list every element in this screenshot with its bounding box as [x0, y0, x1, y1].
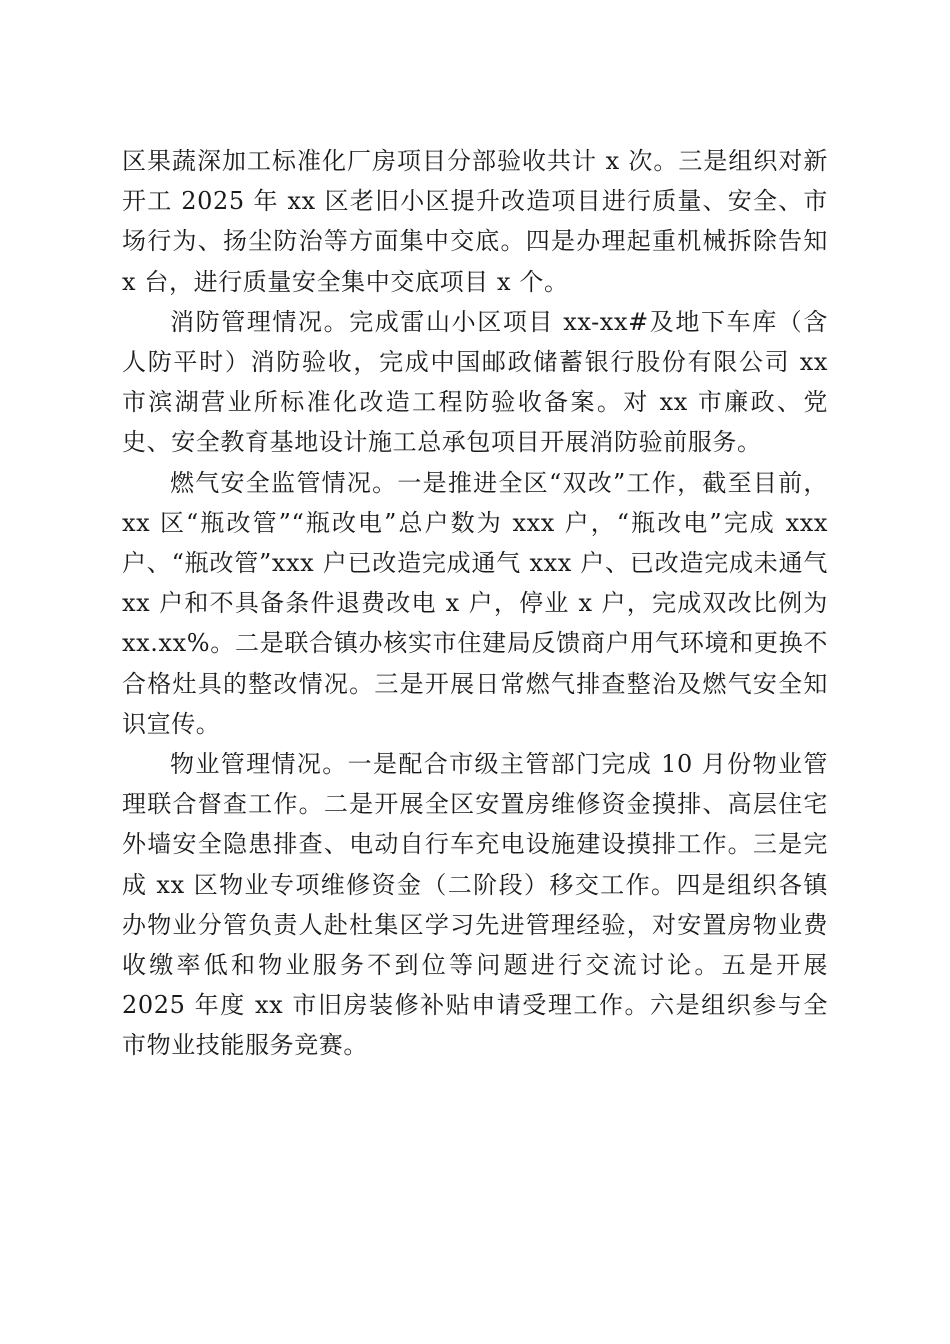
paragraph-fire-management: 消防管理情况。完成雷山小区项目 xx-xx#及地下车库（含人防平时）消防验收，完成中国邮政储蓄银行股份有限公司 xx 市滨湖营业所标准化改造工程防验收备案。对 xx 市廉政、党史、安全教育基地设计施工总承包项目开展消防验前服务。 [122, 307, 828, 457]
paragraph-property-management: 物业管理情况。一是配合市级主管部门完成 10 月份物业管理联合督查工作。二是开展全区安置房维修资金摸排、高层住宅外墙安全隐患排查、电动自行车充电设施建设摸排工作。三是完成 xx 区物业专项维修资金（二阶段）移交工作。四是组织各镇办物业分管负责人赴杜集区学习先进管理经验，对安置房物业费收缴率低和物业服务不到位等问题进行交流讨论。五是开展 2025 年度 xx 市旧房装修补贴申请受理工作。六是组织参与全市物业技能服务竞赛。 [122, 750, 828, 1060]
paragraph-continuation: 区果蔬深加工标准化厂房项目分部验收共计 x 次。三是组织对新开工 2025 年 xx 区老旧小区提升改造项目进行质量、安全、市场行为、扬尘防治等方面集中交底。四是办理起重机械拆除告知 x 台，进行质量安全集中交底项目 x 个。 [122, 147, 828, 296]
paragraph-gas-safety: 燃气安全监管情况。一是推进全区“双改”工作，截至目前，xx 区“瓶改管”“瓶改电”总户数为 xxx 户，“瓶改电”完成 xxx 户、“瓶改管”xxx 户已改造完成通气 xxx 户、已改造完成未通气 xx 户和不具备条件退费改电 x 户，停业 x 户，完成双改比例为 xx.xx%。二是联合镇办核实市住建局反馈商户用气环境和更换不合格灶具的整改情况。三是开展日常燃气排查整治及燃气安全知识宣传。 [122, 468, 828, 738]
document-body [122, 141, 828, 1066]
